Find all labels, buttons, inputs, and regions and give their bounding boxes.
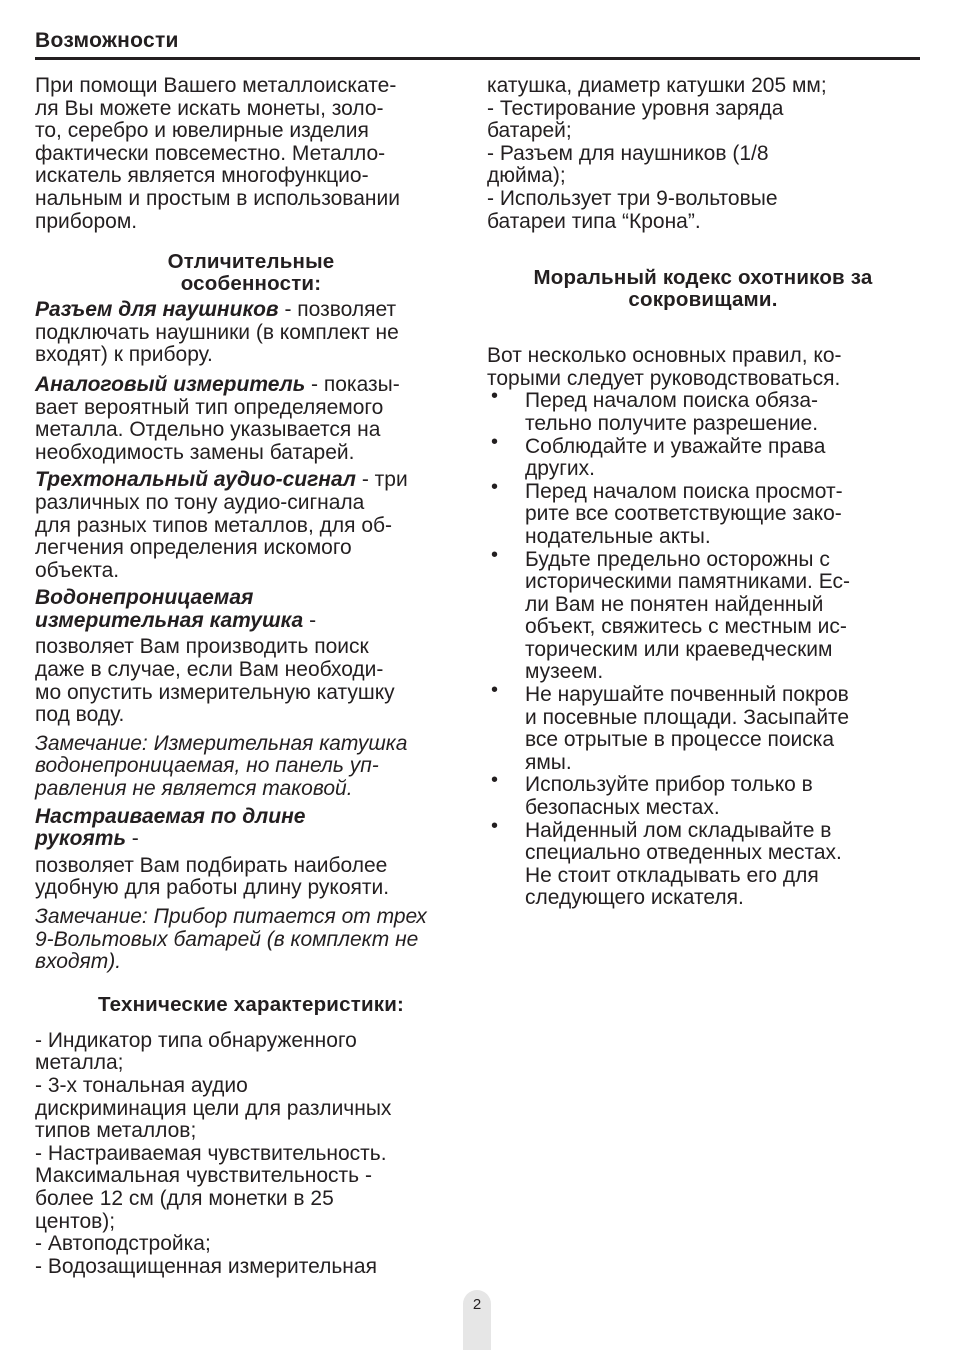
text-line: Замечание: Измерительная катушка (35, 731, 408, 755)
spec-line: - Настраиваемая чувствительность. (35, 1141, 387, 1165)
rules-list (487, 385, 919, 910)
text-line: Найденный лом складывайте в (525, 818, 832, 842)
specs-continued (487, 75, 919, 233)
spec-line: металла; (35, 1051, 124, 1075)
specs-list (35, 1030, 467, 1279)
spec-line: - Использует три 9-вольтовые (487, 186, 778, 210)
text-line: ля Вы можете искать монеты, золо- (35, 96, 384, 120)
page-number-tab (463, 1290, 491, 1350)
text-line (35, 469, 467, 492)
text-line: вает вероятный тип определяемого (35, 395, 384, 419)
battery-note (35, 906, 467, 974)
text-line: 9-Вольтовых батарей (в комплект не (35, 927, 419, 951)
spec-line: - Индикатор типа обнаруженного (35, 1028, 357, 1052)
text-line: специально отведенных местах. (525, 841, 842, 865)
list-item (487, 814, 919, 910)
text-line (35, 828, 467, 851)
code-intro (487, 345, 919, 390)
text-line: торыми следует руководствоваться. (487, 366, 841, 390)
text-line: позволяет Вам производить поиск (35, 635, 369, 659)
text-line (35, 374, 467, 397)
text-line: Перед началом поиска обяза- (525, 389, 818, 413)
spec-line: типов металлов; (35, 1119, 197, 1143)
header-divider (35, 57, 920, 60)
text-line: и посевные площади. Засыпайте (525, 705, 850, 729)
text-line: прибором. (35, 209, 138, 233)
text-line: рите все соответствующие зако- (525, 502, 842, 526)
specs-heading: Технические характеристики: (97, 992, 405, 1016)
feature-adjustable-handle (35, 806, 467, 974)
text-line: позволяет Вам подбирать наиболее (35, 853, 388, 877)
bullet-icon: • (491, 814, 499, 837)
text-line: следующего искателя. (525, 886, 744, 910)
text-line: легчения определения искомого (35, 536, 352, 560)
list-item (487, 475, 919, 549)
bullet-icon: • (491, 385, 499, 408)
spec-line: - 3-х тональная аудио (35, 1073, 248, 1097)
text-line: Перед началом поиска просмот- (525, 479, 843, 503)
section-title: Возможности (35, 29, 179, 52)
feature-text: - позволяет (278, 298, 397, 322)
spec-line: более 12 см (для монетки в 25 (35, 1186, 334, 1210)
spec-line: Максимальная чувствительность - (35, 1164, 372, 1188)
feature-title: рукоять (35, 827, 126, 851)
text-line: историческими памятниками. Ес- (525, 570, 850, 594)
feature-text: - (125, 827, 139, 851)
feature-three-tone-audio (35, 469, 467, 582)
text-line (35, 299, 467, 322)
heading-line: сокровищами. (628, 288, 778, 312)
coil-note (35, 733, 467, 801)
feature-title: Водонепроницаемая (35, 586, 254, 610)
text-line: Замечание: Прибор питается от трех (35, 905, 427, 928)
code-heading (487, 267, 919, 311)
bullet-icon: • (491, 475, 499, 498)
text-line: металла. Отдельно указывается на (35, 418, 381, 442)
text-line: нодательные акты. (525, 524, 711, 548)
text-line: Будьте предельно осторожны с (525, 547, 830, 571)
feature-text: - три (355, 468, 408, 492)
feature-name: Трехтональный аудио-сигнал (35, 468, 356, 492)
spec-line: дюйма); (487, 164, 566, 188)
text-line: все отрытые в процессе поиска (525, 728, 835, 752)
spec-line: катушка, диаметр катушки 205 мм; (487, 74, 827, 97)
heading-line: особенности: (180, 272, 322, 296)
bullet-icon: • (491, 679, 499, 702)
text-line: мо опустить измерительную катушку (35, 680, 395, 704)
left-column (35, 75, 467, 1278)
text-line: ямы. (525, 750, 572, 774)
text-line: Не стоит откладывать его для (525, 863, 819, 887)
text-line: входят) к прибору. (35, 343, 213, 367)
text-line: водонепроницаемая, но панель уп- (35, 754, 379, 778)
spec-line: дискриминация цели для различных (35, 1096, 392, 1120)
heading-line: Моральный кодекс охотников за (533, 266, 873, 290)
bullet-icon: • (491, 543, 499, 566)
text-line: удобную для работы длину рукояти. (35, 876, 390, 900)
text-line: ли Вам не понятен найденный (525, 592, 824, 616)
right-column (487, 75, 919, 910)
list-item (487, 769, 919, 820)
feature-name: Аналоговый измеритель (35, 372, 306, 396)
text-line: то, серебро и ювелирные изделия (35, 119, 369, 143)
text-line: для разных типов металлов, для об- (35, 513, 393, 537)
text-line: различных по тону аудио-сигнала (35, 490, 365, 514)
bullet-icon: • (491, 430, 499, 453)
text-line: торическим или краеведческим (525, 637, 833, 661)
text-line: музеем. (525, 660, 604, 684)
heading-line: Отличительные (167, 250, 335, 274)
text-line: Не нарушайте почвенный покров (525, 683, 849, 707)
text-line: входят). (35, 950, 122, 974)
text-line: под воду. (35, 703, 125, 727)
intro-paragraph (35, 75, 467, 233)
text-line: даже в случае, если Вам необходи- (35, 658, 384, 682)
text-line: необходимость замены батарей. (35, 440, 355, 464)
list-item (487, 679, 919, 774)
spec-line: центов); (35, 1209, 116, 1233)
text-line (35, 610, 467, 633)
text-line: При помощи Вашего металлоискате- (35, 74, 397, 97)
text-line: объекта. (35, 558, 120, 582)
text-line: равления не является таковой. (35, 777, 353, 801)
text-line: Вот несколько основных правил, ко- (487, 344, 842, 368)
text-line: подключать наушники (в комплект не (35, 320, 399, 344)
text-line: объект, свяжитесь с местным ис- (525, 615, 847, 639)
text-line: искатель является многофункцио- (35, 164, 369, 188)
spec-line: - Тестирование уровня заряда (487, 96, 784, 120)
bullet-icon: • (491, 769, 499, 792)
text-line: Соблюдайте и уважайте права (525, 434, 826, 458)
feature-title: измерительная катушка (35, 608, 304, 632)
list-item (487, 543, 919, 685)
features-heading (35, 251, 467, 295)
list-item (487, 430, 919, 481)
page-header (35, 28, 920, 60)
spec-line: - Водозащищенная измерительная (35, 1254, 377, 1278)
feature-title: Настраиваемая по длине (35, 804, 306, 828)
text-line: фактически повсеместно. Металло- (35, 141, 386, 165)
text-line: нальным и простым в использовании (35, 186, 400, 210)
list-item (487, 385, 919, 435)
page-number: 2 (472, 1296, 482, 1313)
feature-waterproof-coil (35, 587, 467, 800)
spec-line: - Разъем для наушников (1/8 (487, 141, 769, 165)
text-line: других. (525, 457, 595, 481)
spec-line: - Автоподстройка; (35, 1232, 211, 1256)
text-line: безопасных местах. (525, 796, 720, 820)
spec-line: батареи типа “Крона”. (487, 209, 701, 233)
spec-line: батарей; (487, 119, 572, 143)
feature-text: - (303, 608, 317, 632)
text-line: Используйте прибор только в (525, 773, 813, 797)
feature-analog-meter (35, 374, 467, 464)
feature-headphone-jack (35, 299, 467, 367)
feature-name: Разъем для наушников (35, 298, 279, 322)
text-line: тельно получите разрешение. (525, 411, 819, 435)
feature-text: - показы- (305, 372, 400, 396)
